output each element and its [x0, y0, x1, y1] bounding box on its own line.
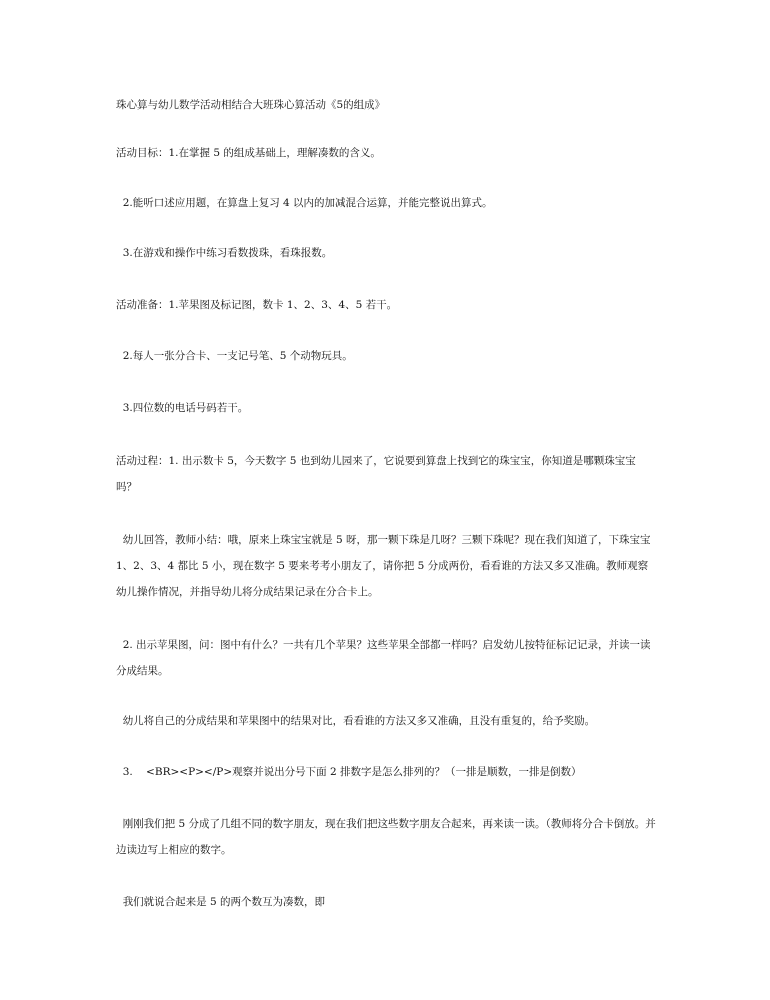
- paragraph-process-3-combine: 刚刚我们把 5 分成了几组不同的数字朋友，现在我们把这些数字朋友合起来，再来读一读。（教师将分合卡倒放。并边读边写上相应的数字。: [116, 818, 656, 856]
- paragraph-process-1-summary: 幼儿回答，教师小结：哦，原来上珠宝宝就是 5 呀，那一颗下珠是几呀？三颗下珠呢？现在我们知道了，下珠宝宝 1、2、3、4 都比 5 小，现在数字 5 要来考考小朋友了，请你把 5 分成两份，看看谁的方法又多又准确。教师观察幼儿操作情况，并指导幼儿将分成结果记录在分合卡上。: [116, 534, 654, 598]
- document-title: 珠心算与幼儿数学活动相结合大班珠心算活动《5的组成》: [116, 99, 386, 111]
- paragraph-process-2: 2. 出示苹果图，问：图中有什么？一共有几个苹果？这些苹果全部都一样吗？启发幼儿按特征标记记录，并读一读分成结果。: [116, 639, 651, 677]
- paragraph-prep-2: 2.每人一张分合卡、一支记号笔、5 个动物玩具。: [116, 350, 353, 362]
- paragraph-prep-1: 活动准备：1.苹果图及标记图，数卡 1、2、3、4、5 若干。: [116, 299, 398, 311]
- paragraph-process-2-compare: 幼儿将自己的分成结果和苹果图中的结果对比，看看谁的方法又多又准确，且没有重复的，给予奖励。: [116, 715, 596, 727]
- paragraph-goal-3: 3.在游戏和操作中练习看数拨珠，看珠报数。: [116, 247, 333, 259]
- paragraph-goal-2: 2.能听口述应用题，在算盘上复习 4 以内的加减混合运算，并能完整说出算式。: [116, 197, 493, 209]
- paragraph-prep-3: 3.四位数的电话号码若干。: [116, 402, 249, 414]
- paragraph-goals: 活动目标：1.在掌握 5 的组成基础上，理解凑数的含义。: [116, 147, 381, 159]
- paragraph-process-3-conclusion: 我们就说合起来是 5 的两个数互为凑数，即: [116, 896, 326, 908]
- paragraph-process-3: 3. <BR><P></P>观察并说出分号下面 2 排数字是怎么排列的？（一排是顺数，一排是倒数）: [116, 766, 582, 778]
- paragraph-process-1: 活动过程：1. 出示数卡 5，今天数字 5 也到幼儿园来了，它说要到算盘上找到它的珠宝宝，你知道是哪颗珠宝宝吗？: [116, 455, 636, 493]
